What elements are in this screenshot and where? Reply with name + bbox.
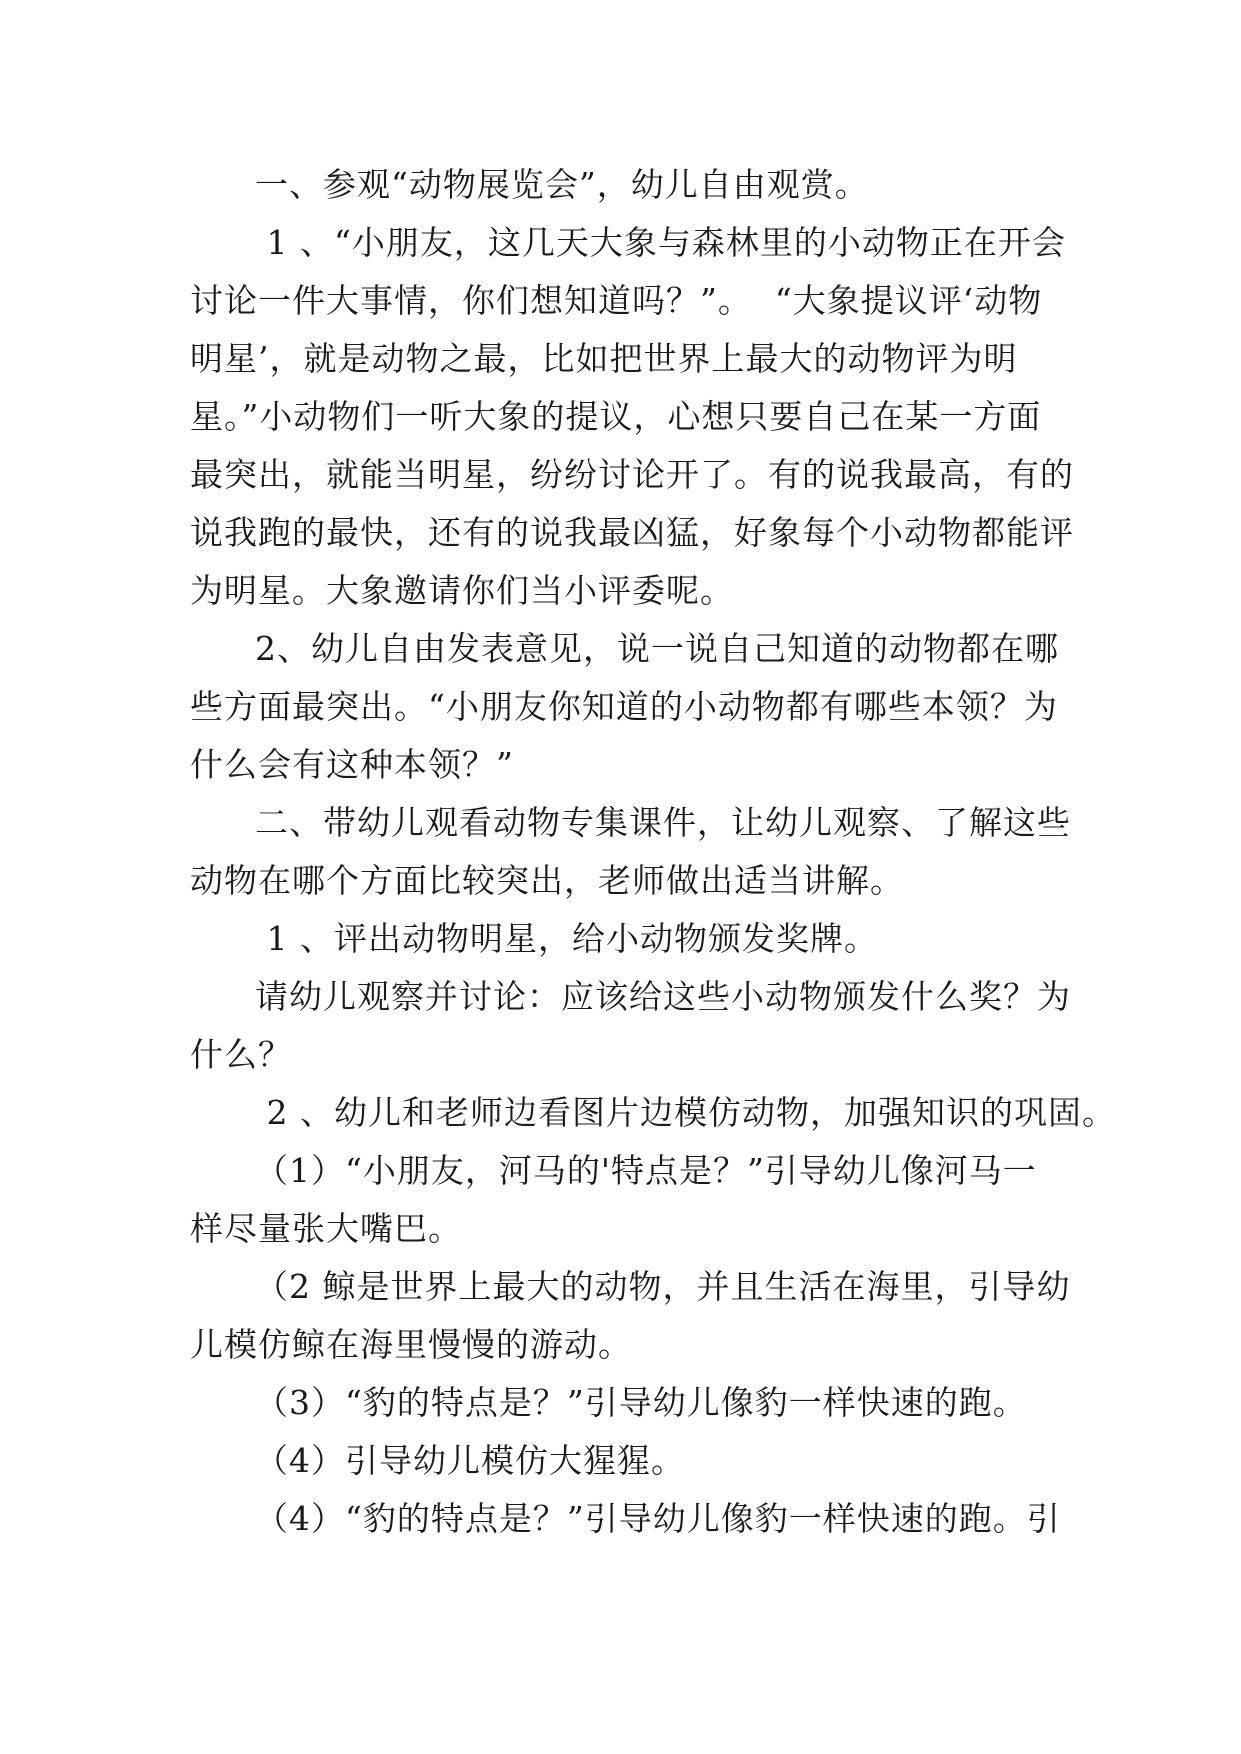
paragraph-line: 请幼儿观察并讨论：应该给这些小动物颁发什么奖？为 — [255, 977, 1071, 1016]
paragraph-line: （2 鲸是世界上最大的动物，并且生活在海里，引导幼 — [255, 1267, 1071, 1306]
paragraph-line: 什么？ — [190, 1035, 292, 1074]
paragraph-line: 讨论一件大事情，你们想知道吗？”。 “大象提议评‘动物 — [190, 281, 1043, 320]
paragraph-line: 样尽量张大嘴巴。 — [190, 1209, 462, 1248]
paragraph-line: 为明星。大象邀请你们当小评委呢。 — [190, 571, 734, 610]
paragraph-line: （4）“豹的特点是？”引导幼儿像豹一样快速的跑。引 — [255, 1499, 1061, 1538]
paragraph-line: 1 、评出动物明星，给小动物颁发奖牌。 — [255, 919, 878, 958]
paragraph-line: 说我跑的最快，还有的说我最凶猛，好象每个小动物都能评 — [190, 513, 1074, 552]
paragraph-line: 儿模仿鲸在海里慢慢的游动。 — [190, 1325, 632, 1364]
paragraph-line: 1 、“小朋友，这几天大象与森林里的小动物正在开会 — [255, 223, 1066, 262]
paragraph-line: 星。”小动物们一听大象的提议，心想只要自己在某一方面 — [190, 397, 1042, 436]
paragraph-line: （1）“小朋友，河马的'特点是？”引导幼儿像河马一 — [255, 1151, 1037, 1190]
paragraph-line: 明星’，就是动物之最，比如把世界上最大的动物评为明 — [190, 339, 1018, 378]
paragraph-line: 动物在哪个方面比较突出，老师做出适当讲解。 — [190, 861, 904, 900]
paragraph-line: 什么会有这种本领？” — [190, 745, 514, 784]
paragraph-line: 一、参观“动物展览会”，幼儿自由观赏。 — [255, 165, 869, 204]
paragraph-line: 2、幼儿自由发表意见，说一说自己知道的动物都在哪 — [255, 629, 1059, 668]
paragraph-line: 些方面最突出。“小朋友你知道的小动物都有哪些本领？为 — [190, 687, 1058, 726]
paragraph-line: 最突出，就能当明星，纷纷讨论开了。有的说我最高，有的 — [190, 455, 1074, 494]
paragraph-line: （4）引导幼儿模仿大猩猩。 — [255, 1441, 685, 1480]
paragraph-line: 2 、幼儿和老师边看图片边模仿动物，加强知识的巩固。 — [255, 1093, 1116, 1132]
paragraph-line: 二、带幼儿观看动物专集课件，让幼儿观察、了解这些 — [255, 803, 1071, 842]
paragraph-line: （3）“豹的特点是？”引导幼儿像豹一样快速的跑。 — [255, 1383, 1027, 1422]
